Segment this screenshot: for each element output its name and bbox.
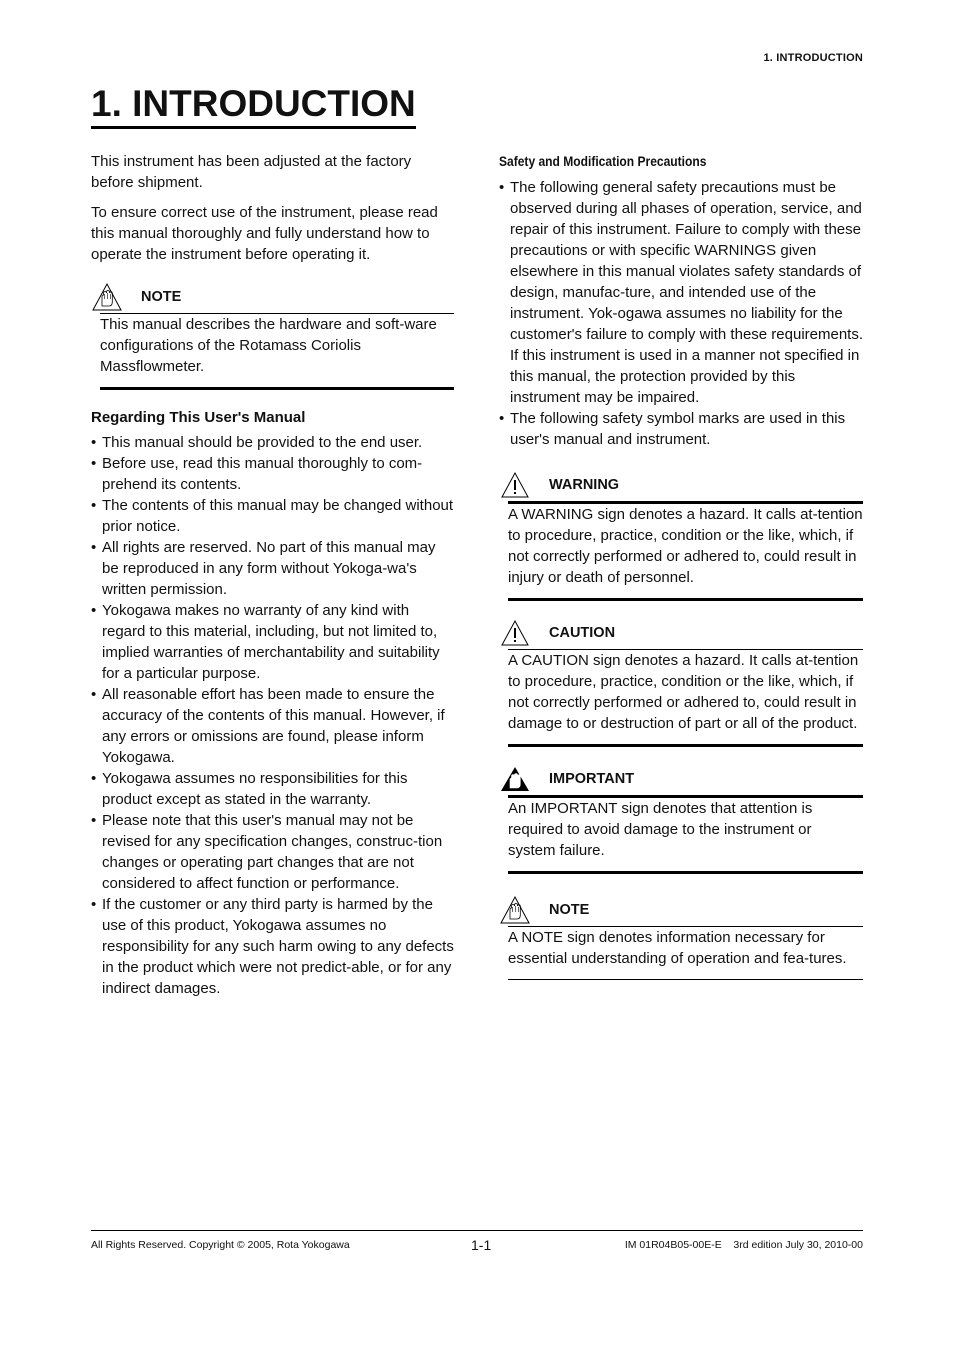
caution-body	[508, 649, 863, 747]
manual-section	[91, 407, 454, 999]
intro-paragraph: To ensure correct use of the instrument, please read this manual thoroughly and fully understand how to operate the instrument before operating it.	[91, 204, 438, 263]
caution-header	[499, 615, 863, 651]
note-body	[100, 313, 454, 390]
warning-label: WARNING	[549, 476, 620, 493]
caution-label: CAUTION	[549, 624, 616, 641]
running-head: 1. INTRODUCTION	[763, 52, 863, 64]
list-item: • All reasonable effort has been made to ensure the accuracy of the contents of this manual. However, if any errors or omissions are found, please inform Yokogawa.	[91, 684, 454, 768]
section-heading: Safety and Modification Precautions	[499, 153, 707, 169]
caution-text: A CAUTION sign denotes a hazard. It calls at-tention to procedure, practice, condition or the like, which, if not correctly performed or adhered to, could result in damage to or destruction of part or all of the product.	[508, 652, 859, 732]
hand-icon	[91, 282, 123, 312]
footer-doc-id: IM 01R04B05-00E-E 3rd edition July 30, 2010-00	[624, 1239, 863, 1251]
hand-icon	[499, 895, 531, 925]
list-item: • This manual should be provided to the end user.	[91, 432, 454, 453]
chapter-title: 1. INTRODUCTION	[91, 82, 416, 129]
manual-bullet-list	[91, 432, 454, 999]
note-text: A NOTE sign denotes information necessary for essential understanding of operation and fea-tures.	[508, 929, 847, 967]
list-item: • The contents of this manual may be changed without prior notice.	[91, 495, 454, 537]
list-item: • Yokogawa assumes no responsibilities for this product except as stated in the warranty.	[91, 768, 454, 810]
list-item: • All rights are reserved. No part of this manual may be reproduced in any form without Yokoga-wa's written permission.	[91, 537, 454, 600]
important-body	[508, 795, 863, 874]
page-number: 1-1	[471, 1237, 492, 1253]
note-body	[508, 926, 863, 980]
important-hand-icon	[499, 764, 531, 794]
note-box	[508, 892, 863, 980]
warning-body	[508, 501, 863, 601]
safety-bullet-list	[499, 177, 863, 450]
list-item: • The following safety symbol marks are used in this user's manual and instrument.	[499, 408, 863, 450]
caution-box	[508, 615, 863, 747]
warning-box	[508, 467, 863, 601]
important-text: An IMPORTANT sign denotes that attention is required to avoid damage to the instrument or system failure.	[508, 800, 813, 859]
note-label: NOTE	[141, 288, 182, 305]
note-label: NOTE	[549, 901, 590, 918]
footer-divider	[91, 1230, 863, 1231]
list-item: • Yokogawa makes no warranty of any kind with regard to this material, including, but not limited to, implied warranties of merchantability and suitability for a particular purpose.	[91, 600, 454, 684]
warning-text: A WARNING sign denotes a hazard. It calls at-tention to procedure, practice, condition or the like, which, if not correctly performed or adhered to, could result in injury or death of personnel.	[508, 506, 863, 586]
list-item: • Before use, read this manual thoroughly to com-prehend its contents.	[91, 453, 454, 495]
left-column	[91, 151, 454, 999]
note-header	[499, 892, 863, 928]
important-box	[508, 761, 863, 874]
intro-paragraph: This instrument has been adjusted at the factory before shipment.	[91, 153, 412, 191]
list-item: • If the customer or any third party is harmed by the use of this product, Yokogawa assumes no responsibility for any such harm owing to any defects in the product which were not predict-able, or for any indirect damages.	[91, 894, 454, 999]
warning-triangle-icon	[499, 618, 531, 648]
list-item: • The following general safety precautions must be observed during all phases of operation, service, and repair of this instrument. Failure to comply with these precautions or with specific WARNINGS given elsewhere in this manual violates safety standards of design, manufac-ture, and intended use of the instrument. Yok-ogawa assumes no liability for the customer's failure to comply with these requirements. If this instrument is used in a manner not specified in this manual, the protection provided by this instrument may be impaired.	[499, 177, 863, 408]
warning-header	[499, 467, 863, 503]
note-box	[100, 279, 454, 390]
note-text: This manual describes the hardware and soft-ware configurations of the Rotamass Coriolis Massflowmeter.	[100, 316, 437, 375]
warning-triangle-icon	[499, 470, 531, 500]
list-item: • Please note that this user's manual may not be revised for any specification changes, construc-tion changes or operating part changes that are not considered to affect function or performance.	[91, 810, 454, 894]
note-header	[91, 279, 454, 315]
section-heading: Regarding This User's Manual	[91, 409, 306, 426]
important-label: IMPORTANT	[549, 770, 635, 787]
important-header	[499, 761, 863, 797]
right-column	[499, 151, 863, 980]
footer-copyright: All Rights Reserved. Copyright © 2005, Rota Yokogawa	[91, 1239, 350, 1251]
